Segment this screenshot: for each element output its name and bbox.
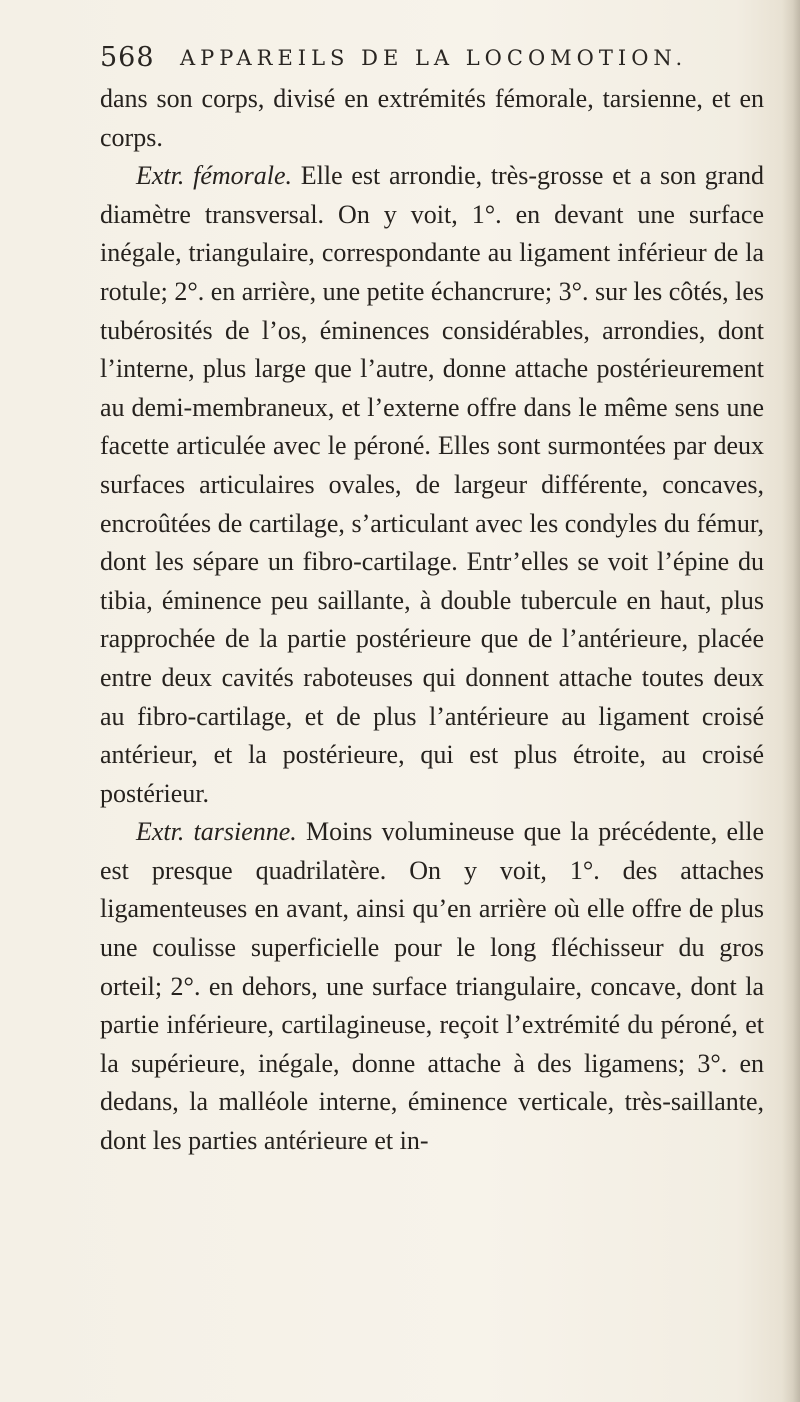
section-title-tarsal: Extr. tarsienne. bbox=[136, 817, 297, 847]
running-head: APPAREILS DE LA LOCOMOTION. bbox=[180, 46, 688, 70]
section-title-femoral: Extr. fémorale. bbox=[136, 161, 293, 191]
paragraph-text: dans son corps, divisé en extrémités fémorale, tarsienne, et en corps. bbox=[100, 84, 764, 152]
page-edge-shadow bbox=[782, 0, 800, 1402]
paragraph-femoral-extremity bbox=[100, 157, 764, 813]
paragraph-continuation bbox=[100, 80, 764, 157]
body-text bbox=[100, 80, 764, 1161]
paragraph-tarsal-extremity bbox=[100, 813, 764, 1160]
paragraph-text: Elle est arrondie, très-grosse et a son grand diamètre transversal. On y voit, 1°. en devant une surface inégale, triangulaire, correspondante au ligament inférieur de la rotule; 2°. en arrière, une petite échancrure; 3°. sur les côtés, les tubérosités de l’os, éminences considérables, arrondies, dont l’interne, plus large que l’autre, donne attache postérieurement au demi-membraneux, et l’externe offre dans le même sens une facette articulée avec le péroné. Elles sont surmontées par deux surfaces articulaires ovales, de largeur différente, concaves, encroûtées de cartilage, s’articulant avec les condyles du fémur, dont les sépare un fibro-cartilage. Entr’elles se voit l’épine du tibia, éminence peu saillante, à double tubercule en haut, plus rapprochée de la partie postérieure que de l’antérieure, placée entre deux cavités raboteuses qui donnent attache toutes deux au fibro-cartilage, et de plus l’antérieure au ligament croisé antérieur, et la postérieure, qui est plus étroite, au croisé postérieur. bbox=[100, 161, 765, 808]
paragraph-text: Moins volumineuse que la précédente, elle est presque quadrilatère. On y voit, 1°. des attaches ligamenteuses en avant, ainsi qu’en arrière où elle offre de plus une coulisse superficielle pour le long fléchisseur du gros orteil; 2°. en dehors, une surface triangulaire, concave, dont la partie inférieure, cartilagineuse, reçoit l’extrémité du péroné, et la supérieure, inégale, donne attache à des ligamens; 3°. en dedans, la malléole interne, éminence verticale, très-saillante, dont les parties antérieure et in- bbox=[100, 817, 764, 1156]
page-number: 568 bbox=[100, 42, 155, 73]
page-header bbox=[100, 40, 740, 76]
